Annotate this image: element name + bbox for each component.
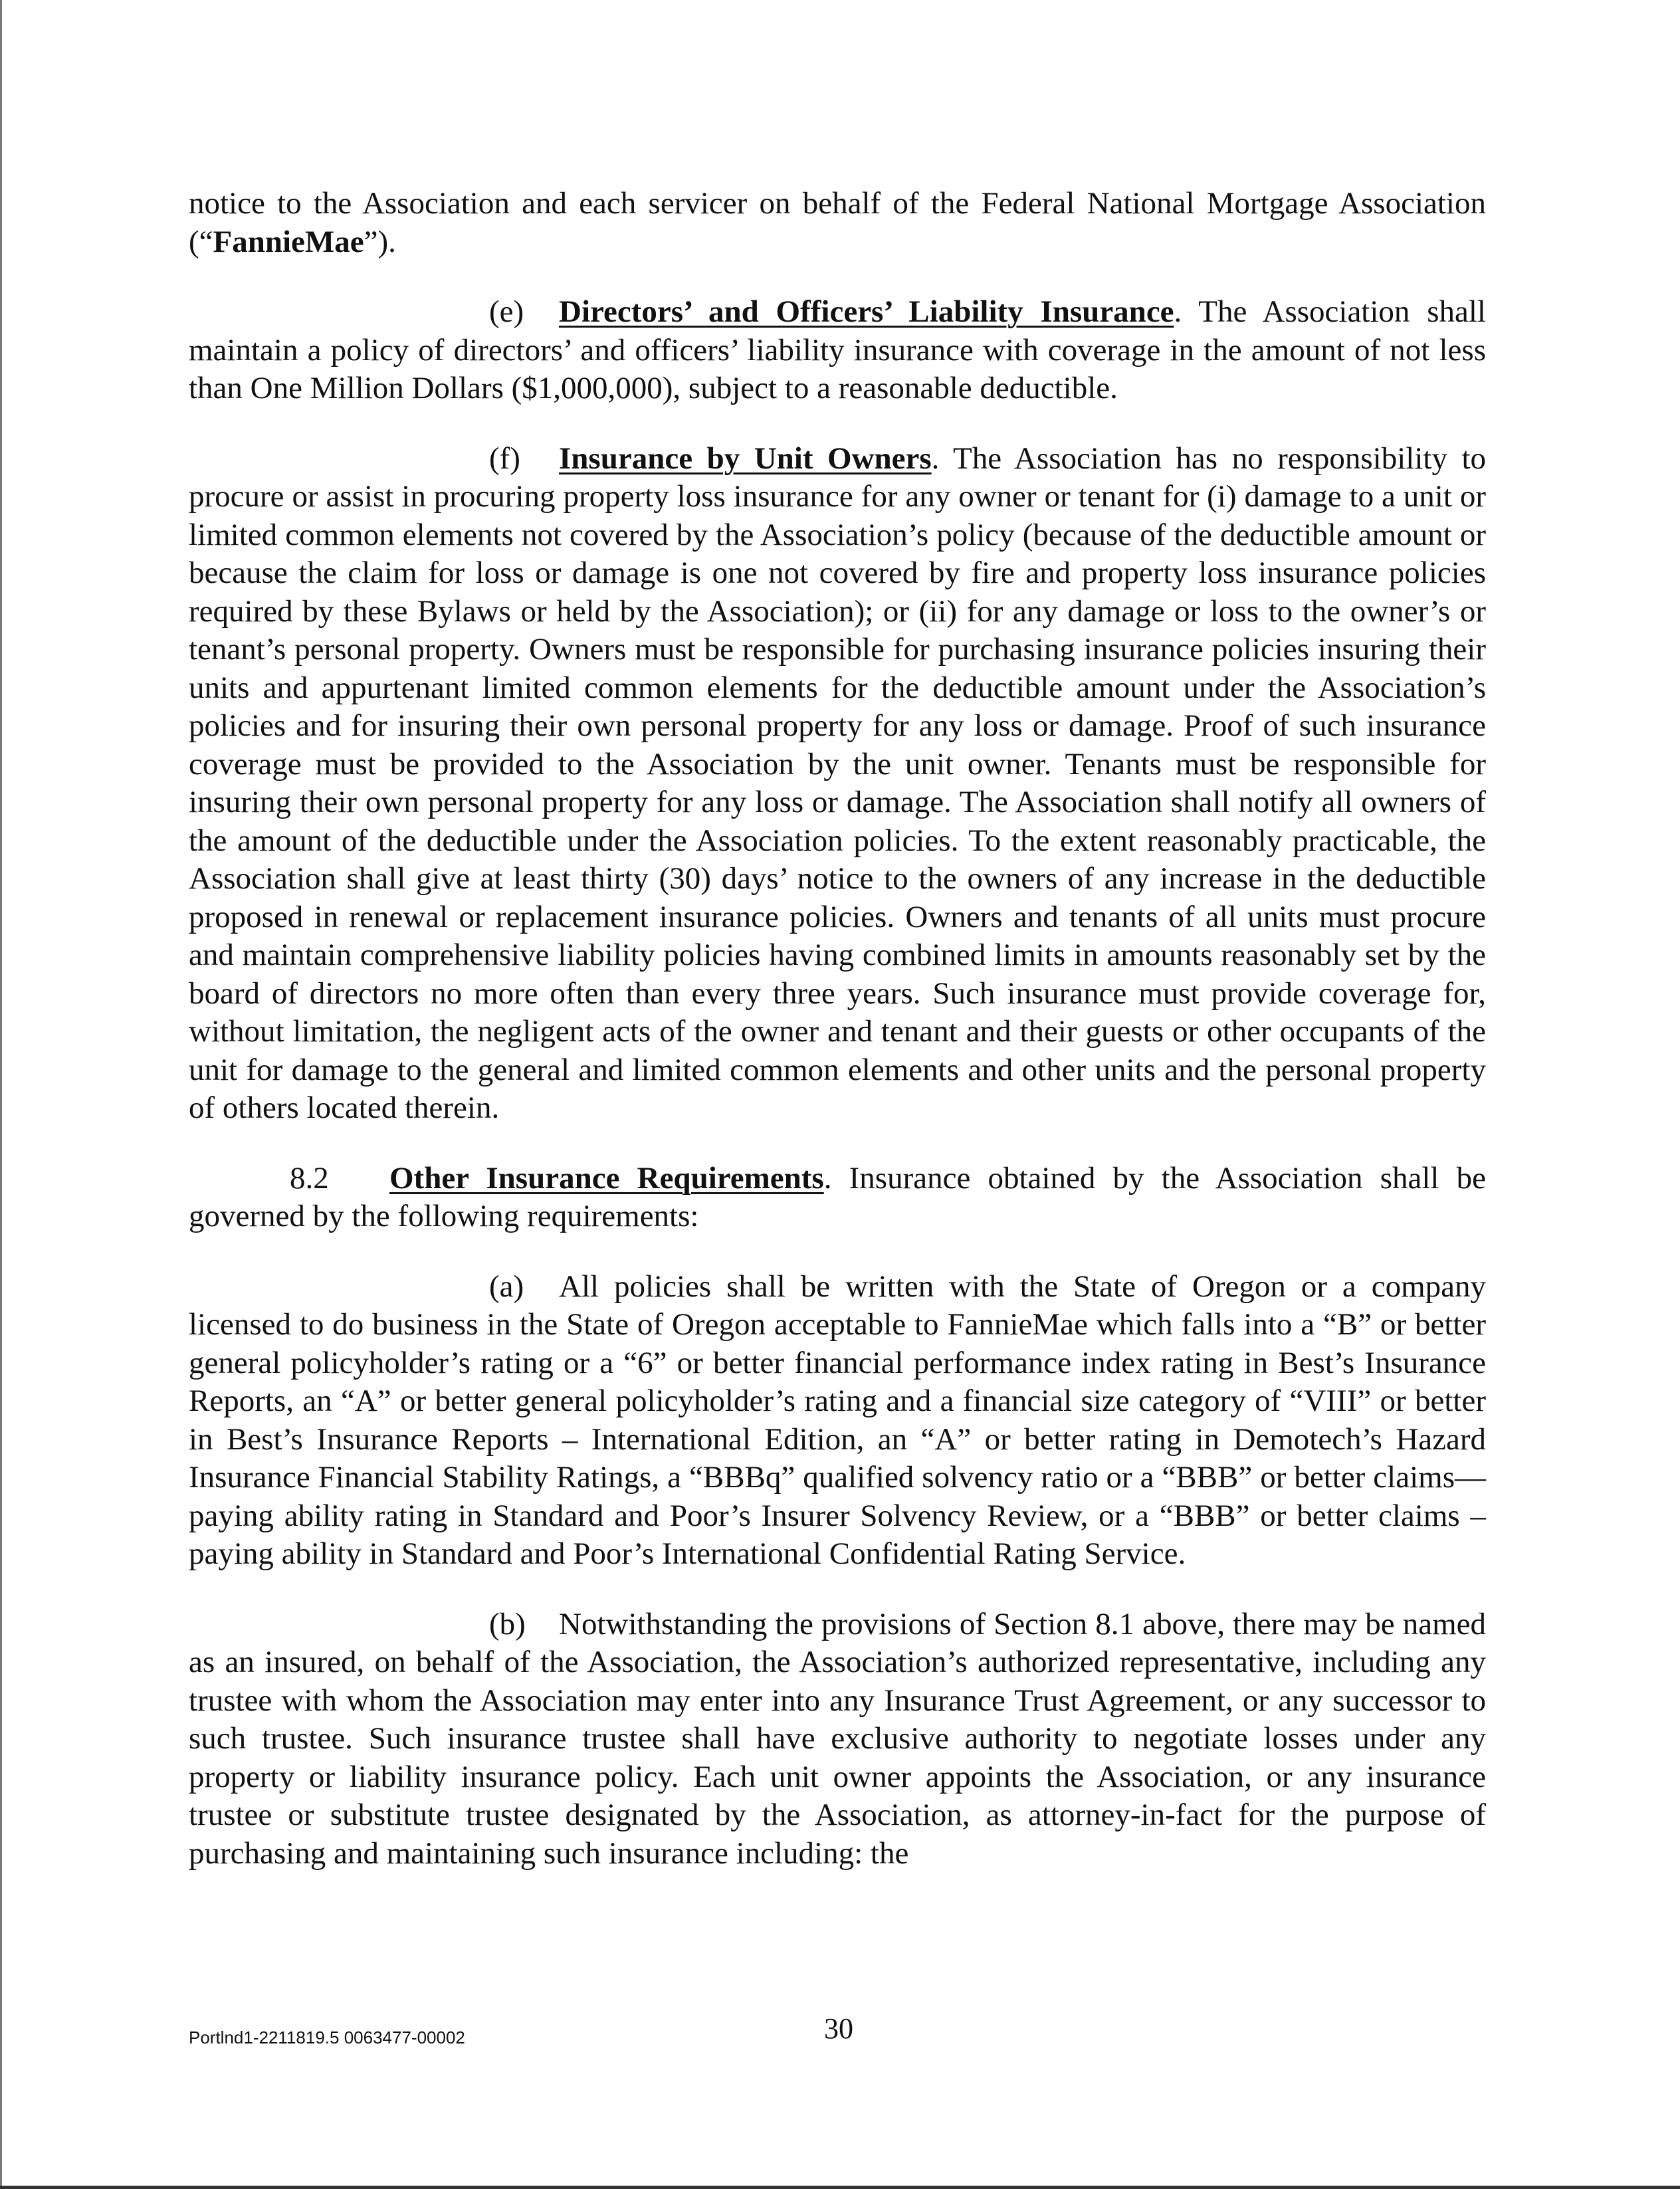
section-8-2-body: . Insurance obtained by the Association shall be governed by the following requirements:	[189, 1160, 1486, 1233]
paragraph-e-heading: Directors’ and Officers’ Liability Insurance	[559, 294, 1174, 329]
paragraph-f	[189, 440, 1486, 1128]
paragraph-b-label: (b)	[489, 1606, 526, 1641]
paragraph-e-body: . The Association shall maintain a policy of directors’ and officers’ liability insurance with coverage in the amount of not less than One Million Dollars ($1,000,000), subject to a reasonable deductible.	[189, 294, 1486, 405]
paragraph-a-label: (a)	[489, 1269, 524, 1304]
paragraph-continuation	[189, 185, 1486, 261]
paragraph-b-body: Notwithstanding the provisions of Section 8.1 above, there may be named as an insured, on behalf of the Association, the Association’s authorized representative, including any trustee with whom the Association may enter into any Insurance Trust Agreement, or any successor to such trustee. Such insurance trustee shall have exclusive authority to negotiate losses under any property or liability insurance policy. Each unit owner appoints the Association, or any insurance trustee or substitute trustee designated by the Association, as attorney-in-fact for the purpose of purchasing and maintaining such insurance including: the	[189, 1606, 1486, 1871]
document-reference: Portlnd1-2211819.5 0063477-00002	[189, 2028, 465, 2047]
continuation-text-start: notice to the Association and each servicer on behalf of the Federal National Mortgage Association (“	[189, 186, 1486, 259]
section-8-2	[189, 1160, 1486, 1236]
scan-left-edge	[0, 0, 2, 2189]
paragraph-f-label: (f)	[489, 441, 520, 476]
continuation-text-end: ”).	[364, 224, 396, 259]
paragraph-f-heading: Insurance by Unit Owners	[559, 441, 932, 476]
fanniemae-defined-term: FannieMae	[213, 224, 364, 259]
paragraph-f-body: . The Association has no responsibility to procure or assist in procuring property loss insurance for any owner or tenant for (i) damage to a unit or limited common elements not covered by the Association’s policy (because of the deductible amount or because the claim for loss or damage is one not covered by fire and property loss insurance policies required by these Bylaws or held by the Association); or (ii) for any damage or loss to the owner’s or tenant’s personal property. Owners must be responsible for purchasing insurance policies insuring their units and appurtenant limited common elements for the deductible amount under the Association’s policies and for insuring their own personal property for any loss or damage. Proof of such insurance coverage must be provided to the Association by the unit owner. Tenants must be responsible for insuring their own personal property for any loss or damage. The Association shall notify all owners of the amount of the deductible under the Association policies. To the extent reasonably practicable, the Association shall give at least thirty (30) days’ notice to the owners of any increase in the deductible proposed in renewal or replacement insurance policies. Owners and tenants of all units must procure and maintain comprehensive liability policies having combined limits in amounts reasonably set by the board of directors no more often than every three years. Such insurance must provide coverage for, without limitation, the negligent acts of the owner and tenant and their guests or other occupants of the unit for damage to the general and limited common elements and other units and the personal property of others located therein.	[189, 441, 1487, 1125]
paragraph-e	[189, 293, 1486, 408]
scan-bottom-edge	[0, 2186, 1680, 2189]
section-8-2-heading: Other Insurance Requirements	[389, 1160, 824, 1196]
paragraph-e-label: (e)	[489, 294, 524, 329]
page-number: 30	[824, 2012, 853, 2045]
document-body	[189, 185, 1486, 1905]
paragraph-b	[189, 1606, 1486, 1873]
paragraph-a	[189, 1268, 1486, 1574]
paragraph-a-body: All policies shall be written with the State of Oregon or a company licensed to do business in the State of Oregon acceptable to FannieMae which falls into a “B” or better general policyholder’s rating or a “6” or better financial performance index rating in Best’s Insurance Reports, an “A” or better general policyholder’s rating and a financial size category of “VIII” or better in Best’s Insurance Reports – International Edition, an “A” or better rating in Demotech’s Hazard Insurance Financial Stability Ratings, a “BBBq” qualified solvency ratio or a “BBB” or better claims—paying ability rating in Standard and Poor’s Insurer Solvency Review, or a “BBB” or better claims – paying ability in Standard and Poor’s International Confidential Rating Service.	[189, 1269, 1486, 1571]
section-8-2-number: 8.2	[290, 1160, 329, 1196]
